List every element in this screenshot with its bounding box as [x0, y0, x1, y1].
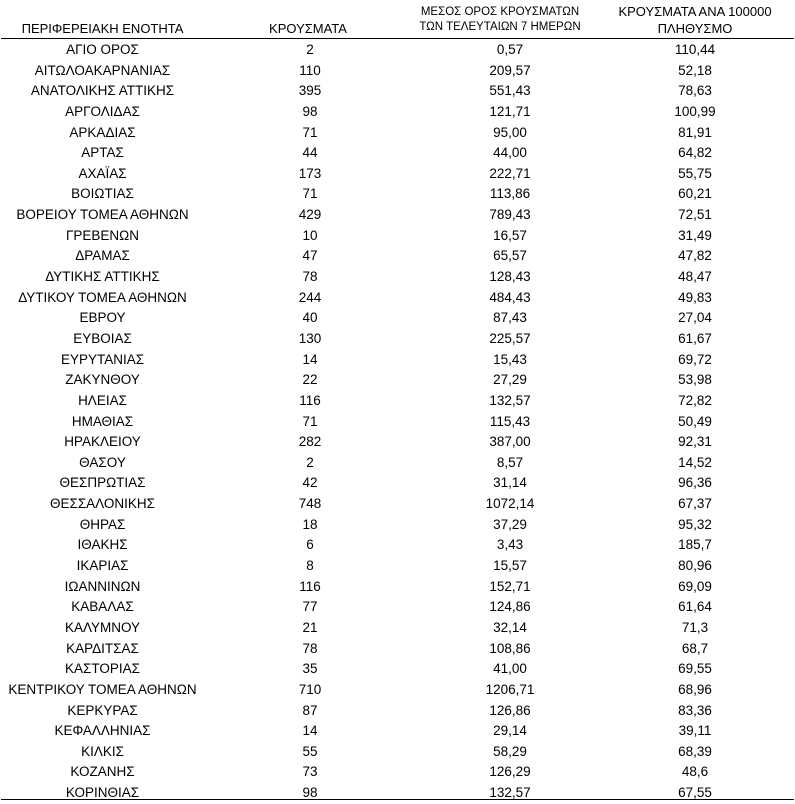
table-row	[0, 102, 795, 123]
cell-cases-per-100k: 55,75	[678, 165, 712, 181]
cell-cases: 395	[298, 83, 322, 99]
table-row	[0, 81, 795, 102]
cell-seven-day-average: 132,57	[489, 785, 531, 801]
cell-region: ΕΒΡΟΥ	[79, 310, 126, 326]
cell-cases-per-100k: 31,49	[678, 227, 712, 243]
cell-cases-per-100k: 48,6	[681, 764, 709, 780]
cell-cases: 42	[302, 475, 318, 491]
cell-cases: 35	[302, 661, 318, 677]
cell-seven-day-average: 37,29	[493, 516, 527, 532]
cell-region: ΚΑΡΔΙΤΣΑΣ	[66, 640, 139, 656]
cell-region: ΚΑΒΑΛΑΣ	[71, 599, 134, 615]
cell-cases: 73	[302, 764, 318, 780]
cell-cases: 78	[302, 269, 318, 285]
cell-region: ΔΡΑΜΑΣ	[75, 248, 130, 264]
cell-region: ΘΕΣΣΑΛΟΝΙΚΗΣ	[49, 496, 156, 512]
table-row	[0, 639, 795, 660]
cell-region: ΚΑΛΥΜΝΟΥ	[64, 619, 141, 635]
cell-region: ΗΜΑΘΙΑΣ	[71, 413, 134, 429]
cell-seven-day-average: 551,43	[489, 83, 531, 99]
cell-cases: 14	[302, 723, 318, 739]
cell-cases-per-100k: 67,37	[678, 496, 712, 512]
cell-cases: 87	[302, 702, 318, 718]
table-row	[0, 515, 795, 536]
table-row	[0, 205, 795, 226]
table-row	[0, 742, 795, 763]
cell-region: ΖΑΚΥΝΘΟΥ	[65, 372, 140, 388]
cell-seven-day-average: 8,57	[496, 454, 524, 470]
cell-cases: 10	[302, 227, 318, 243]
cell-seven-day-average: 41,00	[493, 661, 527, 677]
cell-cases-per-100k: 110,44	[674, 42, 716, 57]
cell-seven-day-average: 3,43	[496, 537, 524, 553]
cell-seven-day-average: 58,29	[493, 743, 527, 759]
cell-region: ΓΡΕΒΕΝΩΝ	[65, 227, 140, 243]
cell-cases: 18	[302, 516, 318, 532]
table-row	[0, 412, 795, 433]
cell-cases-per-100k: 68,96	[678, 681, 712, 697]
cell-cases-per-100k: 61,64	[678, 599, 712, 615]
bottom-border	[1, 799, 794, 800]
cell-region: ΑΡΤΑΣ	[81, 145, 124, 161]
cell-region: ΑΝΑΤΟΛΙΚΗΣ ΑΤΤΙΚΗΣ	[30, 83, 175, 99]
cell-seven-day-average: 108,86	[489, 640, 531, 656]
cell-cases-per-100k: 39,11	[678, 723, 712, 739]
header-divider	[1, 38, 794, 39]
cell-seven-day-average: 1206,71	[485, 681, 535, 697]
cell-region: ΘΗΡΑΣ	[79, 516, 126, 532]
cell-seven-day-average: 27,29	[493, 372, 527, 388]
cell-cases-per-100k: 71,3	[681, 619, 709, 635]
cell-seven-day-average: 31,14	[493, 475, 527, 491]
cell-cases: 78	[302, 640, 318, 656]
cell-cases-per-100k: 72,51	[678, 207, 712, 223]
cell-region: ΑΡΓΟΛΙΔΑΣ	[65, 103, 140, 119]
cell-seven-day-average: 15,57	[493, 558, 527, 574]
cell-seven-day-average: 152,71	[489, 578, 531, 594]
cell-seven-day-average: 387,00	[489, 434, 531, 450]
cell-seven-day-average: 121,71	[489, 103, 531, 119]
cell-cases-per-100k: 81,91	[678, 124, 712, 140]
cell-region: ΔΥΤΙΚΗΣ ΑΤΤΙΚΗΣ	[45, 269, 160, 285]
cell-region: ΑΧΑΪΑΣ	[78, 165, 127, 181]
cell-cases: 8	[306, 558, 314, 574]
table-row	[0, 432, 795, 453]
cell-cases-per-100k: 53,98	[678, 372, 712, 388]
cell-cases: 55	[302, 743, 318, 759]
header-cases-per-100k	[590, 3, 795, 37]
cell-cases: 71	[302, 186, 318, 202]
cell-cases-per-100k: 92,31	[678, 434, 712, 450]
cell-region: ΙΩΑΝΝΙΝΩΝ	[64, 578, 141, 594]
cell-cases-per-100k: 47,82	[678, 248, 712, 264]
cell-seven-day-average: 65,57	[493, 248, 527, 264]
cell-cases: 710	[298, 681, 322, 697]
cell-seven-day-average: 113,86	[489, 186, 531, 202]
cell-cases-per-100k: 64,82	[678, 145, 712, 161]
cell-seven-day-average: 124,86	[489, 599, 531, 615]
cell-cases: 71	[302, 413, 318, 429]
table-row	[0, 40, 795, 61]
cell-seven-day-average: 1072,14	[485, 496, 535, 512]
header-cases: ΚΡΟΥΣΜΑΤΑ	[269, 21, 347, 36]
cell-seven-day-average: 29,14	[493, 723, 527, 739]
cell-cases: 282	[298, 434, 322, 450]
header-seven-day-average-line1: ΜΕΣΟΣ ΟΡΟΣ ΚΡΟΥΣΜΑΤΩΝ	[420, 6, 580, 18]
cell-region: ΒΟΙΩΤΙΑΣ	[71, 186, 134, 202]
table-row	[0, 61, 795, 82]
cell-seven-day-average: 0,57	[496, 42, 524, 57]
table-row	[0, 329, 795, 350]
cell-cases-per-100k: 69,09	[678, 578, 712, 594]
cell-cases-per-100k: 50,49	[678, 413, 712, 429]
cell-seven-day-average: 115,43	[489, 413, 531, 429]
cell-region: ΘΕΣΠΡΩΤΙΑΣ	[59, 475, 146, 491]
cell-region: ΑΡΚΑΔΙΑΣ	[69, 124, 136, 140]
cell-cases: 98	[302, 785, 318, 801]
cell-cases: 110	[299, 62, 321, 78]
cell-region: ΑΓΙΟ ΟΡΟΣ	[66, 42, 139, 57]
cell-seven-day-average: 209,57	[489, 62, 531, 78]
cell-cases: 116	[299, 392, 321, 408]
cell-cases-per-100k: 78,63	[678, 83, 712, 99]
cell-cases-per-100k: 83,36	[678, 702, 712, 718]
table-row	[0, 308, 795, 329]
cell-cases: 130	[298, 330, 322, 346]
cell-cases-per-100k: 69,72	[678, 351, 712, 367]
cell-seven-day-average: 16,57	[493, 227, 527, 243]
cell-seven-day-average: 32,14	[493, 619, 527, 635]
cell-cases-per-100k: 100,99	[674, 103, 716, 119]
cell-cases: 116	[299, 578, 321, 594]
table-row	[0, 721, 795, 742]
cell-seven-day-average: 44,00	[493, 145, 527, 161]
cell-region: ΔΥΤΙΚΟΥ ΤΟΜΕΑ ΑΘΗΝΩΝ	[18, 289, 187, 305]
cell-region: ΗΛΕΙΑΣ	[78, 392, 127, 408]
table-row	[0, 370, 795, 391]
cell-cases: 244	[298, 289, 322, 305]
header-cases-per-100k-line2: ΠΛΗΘΥΣΜΟ	[657, 21, 733, 36]
header-seven-day-average	[400, 5, 600, 35]
table-row	[0, 577, 795, 598]
cell-seven-day-average: 126,86	[489, 702, 531, 718]
cell-cases-per-100k: 27,04	[678, 310, 712, 326]
cell-region: ΙΘΑΚΗΣ	[77, 537, 128, 553]
table-row	[0, 556, 795, 577]
table-header	[0, 0, 795, 40]
cell-region: ΕΥΒΟΙΑΣ	[73, 330, 132, 346]
cell-cases: 98	[302, 103, 318, 119]
cell-cases-per-100k: 68,7	[681, 640, 709, 656]
cell-cases: 71	[302, 124, 318, 140]
cell-seven-day-average: 132,57	[489, 392, 531, 408]
cell-cases-per-100k: 95,32	[678, 516, 712, 532]
cell-region: ΚΟΡΙΝΘΙΑΣ	[65, 785, 140, 801]
cell-region: ΘΑΣΟΥ	[79, 454, 126, 470]
cell-seven-day-average: 789,43	[489, 207, 531, 223]
cell-cases: 173	[298, 165, 322, 181]
table-body	[0, 40, 795, 804]
table-row	[0, 453, 795, 474]
table-row	[0, 535, 795, 556]
table-row	[0, 164, 795, 185]
table-row	[0, 783, 795, 804]
table-row	[0, 391, 795, 412]
cell-cases-per-100k: 49,83	[678, 289, 712, 305]
cell-region: ΚΟΖΑΝΗΣ	[70, 764, 135, 780]
table-row	[0, 226, 795, 247]
table-row	[0, 762, 795, 783]
cell-cases-per-100k: 52,18	[678, 62, 712, 78]
cell-seven-day-average: 95,00	[493, 124, 527, 140]
cell-seven-day-average: 87,43	[493, 310, 527, 326]
header-seven-day-average-line2: ΤΩΝ ΤΕΛΕΥΤΑΙΩΝ 7 ΗΜΕΡΩΝ	[419, 21, 581, 33]
cell-cases: 21	[302, 619, 318, 635]
cell-cases: 6	[306, 537, 314, 553]
cell-seven-day-average: 484,43	[489, 289, 531, 305]
cell-region: ΒΟΡΕΙΟΥ ΤΟΜΕΑ ΑΘΗΝΩΝ	[16, 207, 189, 223]
cell-cases-per-100k: 69,55	[678, 661, 712, 677]
cell-cases: 47	[302, 248, 318, 264]
table-row	[0, 597, 795, 618]
cell-region: ΚΕΡΚΥΡΑΣ	[67, 702, 138, 718]
cell-cases: 44	[302, 145, 318, 161]
cell-region: ΚΕΝΤΡΙΚΟΥ ΤΟΜΕΑ ΑΘΗΝΩΝ	[8, 681, 197, 697]
table-row	[0, 350, 795, 371]
cell-cases-per-100k: 67,55	[678, 785, 712, 801]
header-region: ΠΕΡΙΦΕΡΕΙΑΚΗ ΕΝΟΤΗΤΑ	[21, 21, 184, 36]
table-row	[0, 680, 795, 701]
cell-seven-day-average: 225,57	[489, 330, 531, 346]
cell-cases: 77	[302, 599, 318, 615]
table-row	[0, 143, 795, 164]
table-row	[0, 246, 795, 267]
cell-seven-day-average: 128,43	[489, 269, 531, 285]
cell-cases-per-100k: 14,52	[678, 454, 712, 470]
cell-region: ΚΙΛΚΙΣ	[81, 743, 124, 759]
table-row	[0, 659, 795, 680]
cell-cases-per-100k: 60,21	[678, 186, 712, 202]
cell-seven-day-average: 126,29	[489, 764, 531, 780]
cell-region: ΙΚΑΡΙΑΣ	[76, 558, 129, 574]
table-row	[0, 618, 795, 639]
table-row	[0, 473, 795, 494]
cell-cases-per-100k: 185,7	[678, 537, 712, 553]
cell-seven-day-average: 15,43	[493, 351, 527, 367]
cell-region: ΚΑΣΤΟΡΙΑΣ	[65, 661, 140, 677]
table-row	[0, 701, 795, 722]
table-row	[0, 184, 795, 205]
cell-cases: 14	[302, 351, 318, 367]
cell-cases-per-100k: 80,96	[678, 558, 712, 574]
cell-region: ΚΕΦΑΛΛΗΝΙΑΣ	[54, 723, 151, 739]
cell-cases: 2	[306, 454, 314, 470]
cell-region: ΕΥΡΥΤΑΝΙΑΣ	[60, 351, 145, 367]
cell-cases: 40	[302, 310, 318, 326]
table-row	[0, 494, 795, 515]
cell-cases-per-100k: 68,39	[678, 743, 712, 759]
cell-cases: 429	[298, 207, 322, 223]
cell-cases: 2	[306, 42, 314, 57]
cell-cases-per-100k: 72,82	[678, 392, 712, 408]
table-row	[0, 288, 795, 309]
cell-cases-per-100k: 48,47	[678, 269, 712, 285]
table-row	[0, 267, 795, 288]
cell-region: ΑΙΤΩΛΟΑΚΑΡΝΑΝΙΑΣ	[34, 62, 171, 78]
cell-region: ΗΡΑΚΛΕΙΟΥ	[64, 434, 141, 450]
cell-cases-per-100k: 96,36	[678, 475, 712, 491]
header-cases-per-100k-line1: ΚΡΟΥΣΜΑΤΑ ΑΝΑ 100000	[618, 4, 772, 19]
cell-cases-per-100k: 61,67	[678, 330, 712, 346]
table-row	[0, 123, 795, 144]
cell-cases: 22	[302, 372, 318, 388]
cell-cases: 748	[298, 496, 322, 512]
cell-seven-day-average: 222,71	[489, 165, 531, 181]
